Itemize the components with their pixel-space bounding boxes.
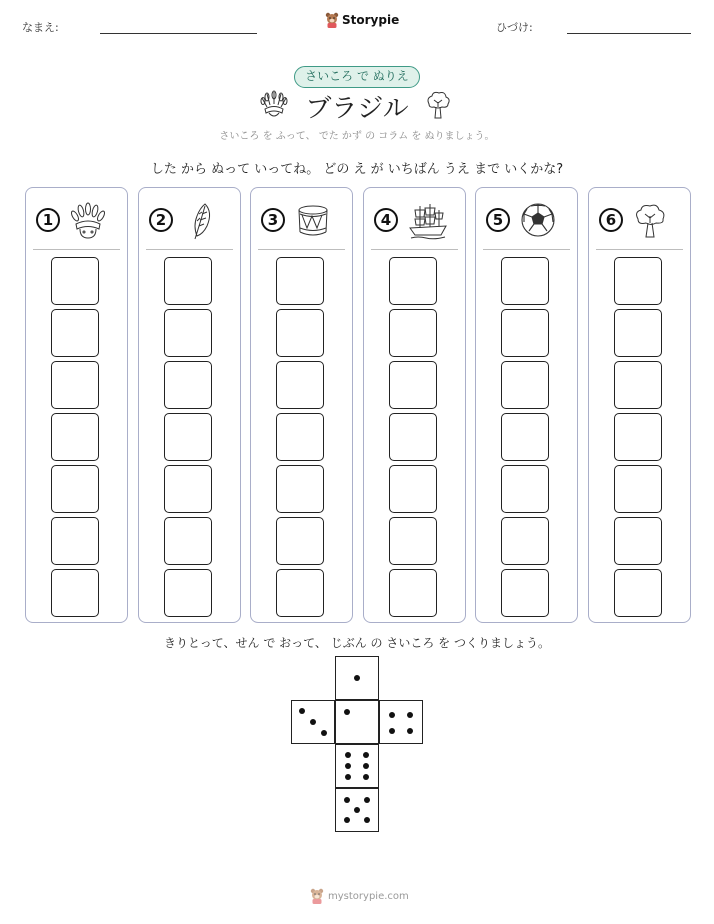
color-cell[interactable] (614, 309, 662, 357)
brand-name: Storypie (342, 13, 400, 27)
die-face-6 (335, 744, 379, 788)
name-line (100, 33, 257, 34)
color-cell[interactable] (51, 257, 99, 305)
color-cell[interactable] (276, 517, 324, 565)
color-cell[interactable] (389, 257, 437, 305)
color-cell[interactable] (51, 309, 99, 357)
column-number: 4 (374, 208, 398, 232)
color-cell[interactable] (389, 569, 437, 617)
color-cell[interactable] (501, 465, 549, 513)
column-number: 2 (149, 208, 173, 232)
subtitle: さいころ を ふって、 でた かず の コラム を ぬりましょう。 (219, 131, 495, 142)
color-cell[interactable] (164, 361, 212, 409)
pip (363, 774, 369, 780)
pip (321, 730, 327, 736)
color-cell[interactable] (164, 257, 212, 305)
pip (344, 797, 350, 803)
column-divider (33, 249, 120, 250)
color-cell[interactable] (389, 361, 437, 409)
soccer-ball-icon (520, 202, 556, 240)
color-cell[interactable] (51, 465, 99, 513)
page-title: ブラジル (305, 94, 409, 124)
column-divider (371, 249, 458, 250)
column-divider (483, 249, 570, 250)
pip (407, 712, 413, 718)
color-cell[interactable] (501, 361, 549, 409)
color-cell[interactable] (51, 569, 99, 617)
footer (310, 888, 409, 904)
bear-logo-icon (325, 12, 339, 28)
color-cell[interactable] (164, 465, 212, 513)
color-cell[interactable] (51, 413, 99, 461)
color-cell[interactable] (276, 569, 324, 617)
column-1[interactable] (25, 187, 128, 623)
die-face-3 (291, 700, 335, 744)
column-2[interactable] (138, 187, 241, 623)
column-number: 5 (486, 208, 510, 232)
column-divider (596, 249, 683, 250)
color-cell[interactable] (276, 257, 324, 305)
headdress-icon (70, 202, 106, 240)
ship-icon (408, 202, 448, 240)
pip (363, 752, 369, 758)
color-cell[interactable] (389, 309, 437, 357)
tree-icon (424, 90, 452, 120)
column-divider (258, 249, 345, 250)
color-cell[interactable] (276, 465, 324, 513)
color-cell[interactable] (614, 413, 662, 461)
color-cell[interactable] (276, 413, 324, 461)
color-cell[interactable] (501, 413, 549, 461)
column-number: 3 (261, 208, 285, 232)
column-5[interactable] (475, 187, 578, 623)
color-cell[interactable] (276, 309, 324, 357)
pip (364, 817, 370, 823)
color-cell[interactable] (614, 569, 662, 617)
name-label: なまえ: (22, 21, 59, 34)
pip (310, 719, 316, 725)
color-cell[interactable] (51, 517, 99, 565)
pip (354, 675, 360, 681)
pip (364, 797, 370, 803)
pip (345, 763, 351, 769)
feather-icon (183, 202, 219, 240)
column-number: 6 (599, 208, 623, 232)
color-cell[interactable] (389, 413, 437, 461)
color-cell[interactable] (389, 465, 437, 513)
color-cell[interactable] (501, 257, 549, 305)
color-cell[interactable] (614, 465, 662, 513)
die-face-1 (335, 656, 379, 700)
date-label: ひづけ: (496, 21, 533, 34)
pip (363, 763, 369, 769)
color-cell[interactable] (51, 361, 99, 409)
color-cell[interactable] (614, 517, 662, 565)
date-line (567, 33, 691, 34)
brand-logo (325, 12, 399, 28)
column-4[interactable] (363, 187, 466, 623)
cut-instruction: きりとって、せん で おって、 じぶん の さいころ を つくりましょう。 (164, 636, 550, 650)
column-3[interactable] (250, 187, 353, 623)
color-cell[interactable] (164, 517, 212, 565)
pip (389, 712, 395, 718)
pip (345, 774, 351, 780)
color-cell[interactable] (501, 569, 549, 617)
bear-logo-icon (310, 888, 324, 904)
color-cell[interactable] (276, 361, 324, 409)
color-cell[interactable] (164, 309, 212, 357)
pip (299, 708, 305, 714)
die-face-5 (335, 788, 379, 832)
color-cell[interactable] (164, 413, 212, 461)
pip (344, 709, 350, 715)
pip (354, 807, 360, 813)
column-6[interactable] (588, 187, 691, 623)
pip (344, 817, 350, 823)
tree-icon (633, 202, 669, 240)
color-cell[interactable] (164, 569, 212, 617)
color-cell[interactable] (389, 517, 437, 565)
column-number: 1 (36, 208, 60, 232)
instruction: した から ぬって いってね。 どの え が いちばん うえ まで いくかな? (150, 162, 564, 177)
color-cell[interactable] (614, 361, 662, 409)
drum-icon (295, 202, 331, 240)
footer-url[interactable]: mystorypie.com (328, 890, 409, 902)
die-face-1b (335, 700, 379, 744)
color-cell[interactable] (501, 309, 549, 357)
activity-badge: さいころ で ぬりえ (294, 66, 420, 88)
die-face-4 (379, 700, 423, 744)
column-divider (146, 249, 233, 250)
pip (345, 752, 351, 758)
pip (389, 728, 395, 734)
color-cell[interactable] (614, 257, 662, 305)
color-cell[interactable] (501, 517, 549, 565)
pip (407, 728, 413, 734)
